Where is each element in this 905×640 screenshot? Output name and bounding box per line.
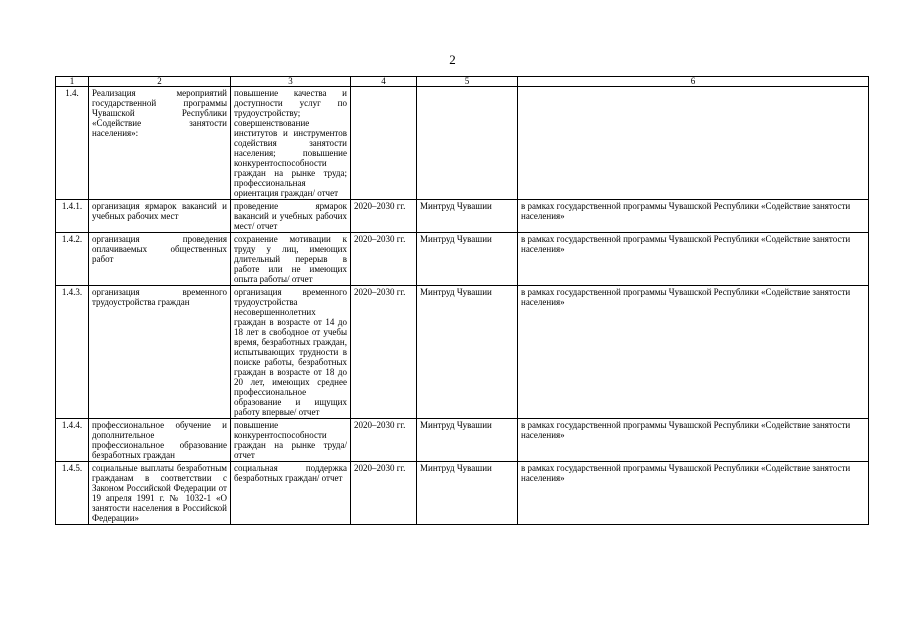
period-cell: 2020–2030 гг.	[351, 462, 417, 525]
activity-cell: социальные выплаты безработным гражданам в соответствии с Законом Российской Федерации от 19 апреля 1991 г. № 1032-1 «О занятости населения в Российской Федерации»	[89, 462, 231, 525]
row-number: 1.4.5.	[56, 462, 89, 525]
result-cell: сохранение мотивации к труду у лиц, имеющих длительный перерыв в работе или не имеющих опыта работы/ отчет	[231, 233, 351, 286]
column-number: 1	[56, 77, 89, 87]
column-number: 6	[518, 77, 869, 87]
executor-cell: Минтруд Чувашии	[417, 200, 518, 233]
source-cell: в рамках государственной программы Чувашской Республики «Содействие занятости населения»	[518, 419, 869, 462]
row-number: 1.4.3.	[56, 286, 89, 419]
table-row	[56, 233, 869, 286]
period-cell: 2020–2030 гг.	[351, 233, 417, 286]
period-cell: 2020–2030 гг.	[351, 419, 417, 462]
row-number: 1.4.4.	[56, 419, 89, 462]
executor-cell: Минтруд Чувашии	[417, 419, 518, 462]
source-cell: в рамках государственной программы Чувашской Республики «Содействие занятости населения»	[518, 286, 869, 419]
executor-cell: Минтруд Чувашии	[417, 462, 518, 525]
table-row	[56, 462, 869, 525]
source-cell: в рамках государственной программы Чувашской Республики «Содействие занятости населения»	[518, 462, 869, 525]
activity-cell: организация проведения оплачиваемых общественных работ	[89, 233, 231, 286]
row-number: 1.4.	[56, 87, 89, 200]
activity-cell: Реализация мероприятий государственной программы Чувашской Республики «Содействие занятости населения»:	[89, 87, 231, 200]
column-number: 5	[417, 77, 518, 87]
row-number: 1.4.1.	[56, 200, 89, 233]
row-number: 1.4.2.	[56, 233, 89, 286]
period-cell: 2020–2030 гг.	[351, 200, 417, 233]
executor-cell: Минтруд Чувашии	[417, 286, 518, 419]
source-cell	[518, 87, 869, 200]
table-row	[56, 286, 869, 419]
period-cell	[351, 87, 417, 200]
source-cell: в рамках государственной программы Чувашской Республики «Содействие занятости населения»	[518, 200, 869, 233]
column-number: 2	[89, 77, 231, 87]
result-cell: проведение ярмарок вакансий и учебных рабочих мест/ отчет	[231, 200, 351, 233]
result-cell: социальная поддержка безработных граждан/ отчет	[231, 462, 351, 525]
executor-cell: Минтруд Чувашии	[417, 233, 518, 286]
result-cell: повышение конкурентоспособности граждан на рынке труда/ отчет	[231, 419, 351, 462]
activity-cell: организация временного трудоустройства граждан	[89, 286, 231, 419]
column-number-row	[56, 77, 869, 87]
executor-cell	[417, 87, 518, 200]
result-cell: повышение качества и доступности услуг по трудоустройству; совершенствование институтов и инструментов содействия занятости населения; повышение конкурентоспособности граждан на рынке труда; профессиональная ориентация граждан/ отчет	[231, 87, 351, 200]
activity-cell: профессиональное обучение и дополнительное профессиональное образование безработных граждан	[89, 419, 231, 462]
table-row	[56, 419, 869, 462]
page-number: 2	[449, 52, 456, 67]
result-cell: организация временного трудоустройства несовершеннолетних граждан в возрасте от 14 до 18 лет в свободное от учебы время, безработных граждан, испытывающих трудности в поиске работы, безработных граждан в возрасте от 18 до 20 лет, имеющих среднее профессиональное образование и ищущих работу впервые/ отчет	[231, 286, 351, 419]
column-number: 3	[231, 77, 351, 87]
period-cell: 2020–2030 гг.	[351, 286, 417, 419]
column-number: 4	[351, 77, 417, 87]
measures-table	[55, 76, 869, 525]
table-row	[56, 87, 869, 200]
table-row	[56, 200, 869, 233]
activity-cell: организация ярмарок вакансий и учебных рабочих мест	[89, 200, 231, 233]
source-cell: в рамках государственной программы Чувашской Республики «Содействие занятости населения»	[518, 233, 869, 286]
